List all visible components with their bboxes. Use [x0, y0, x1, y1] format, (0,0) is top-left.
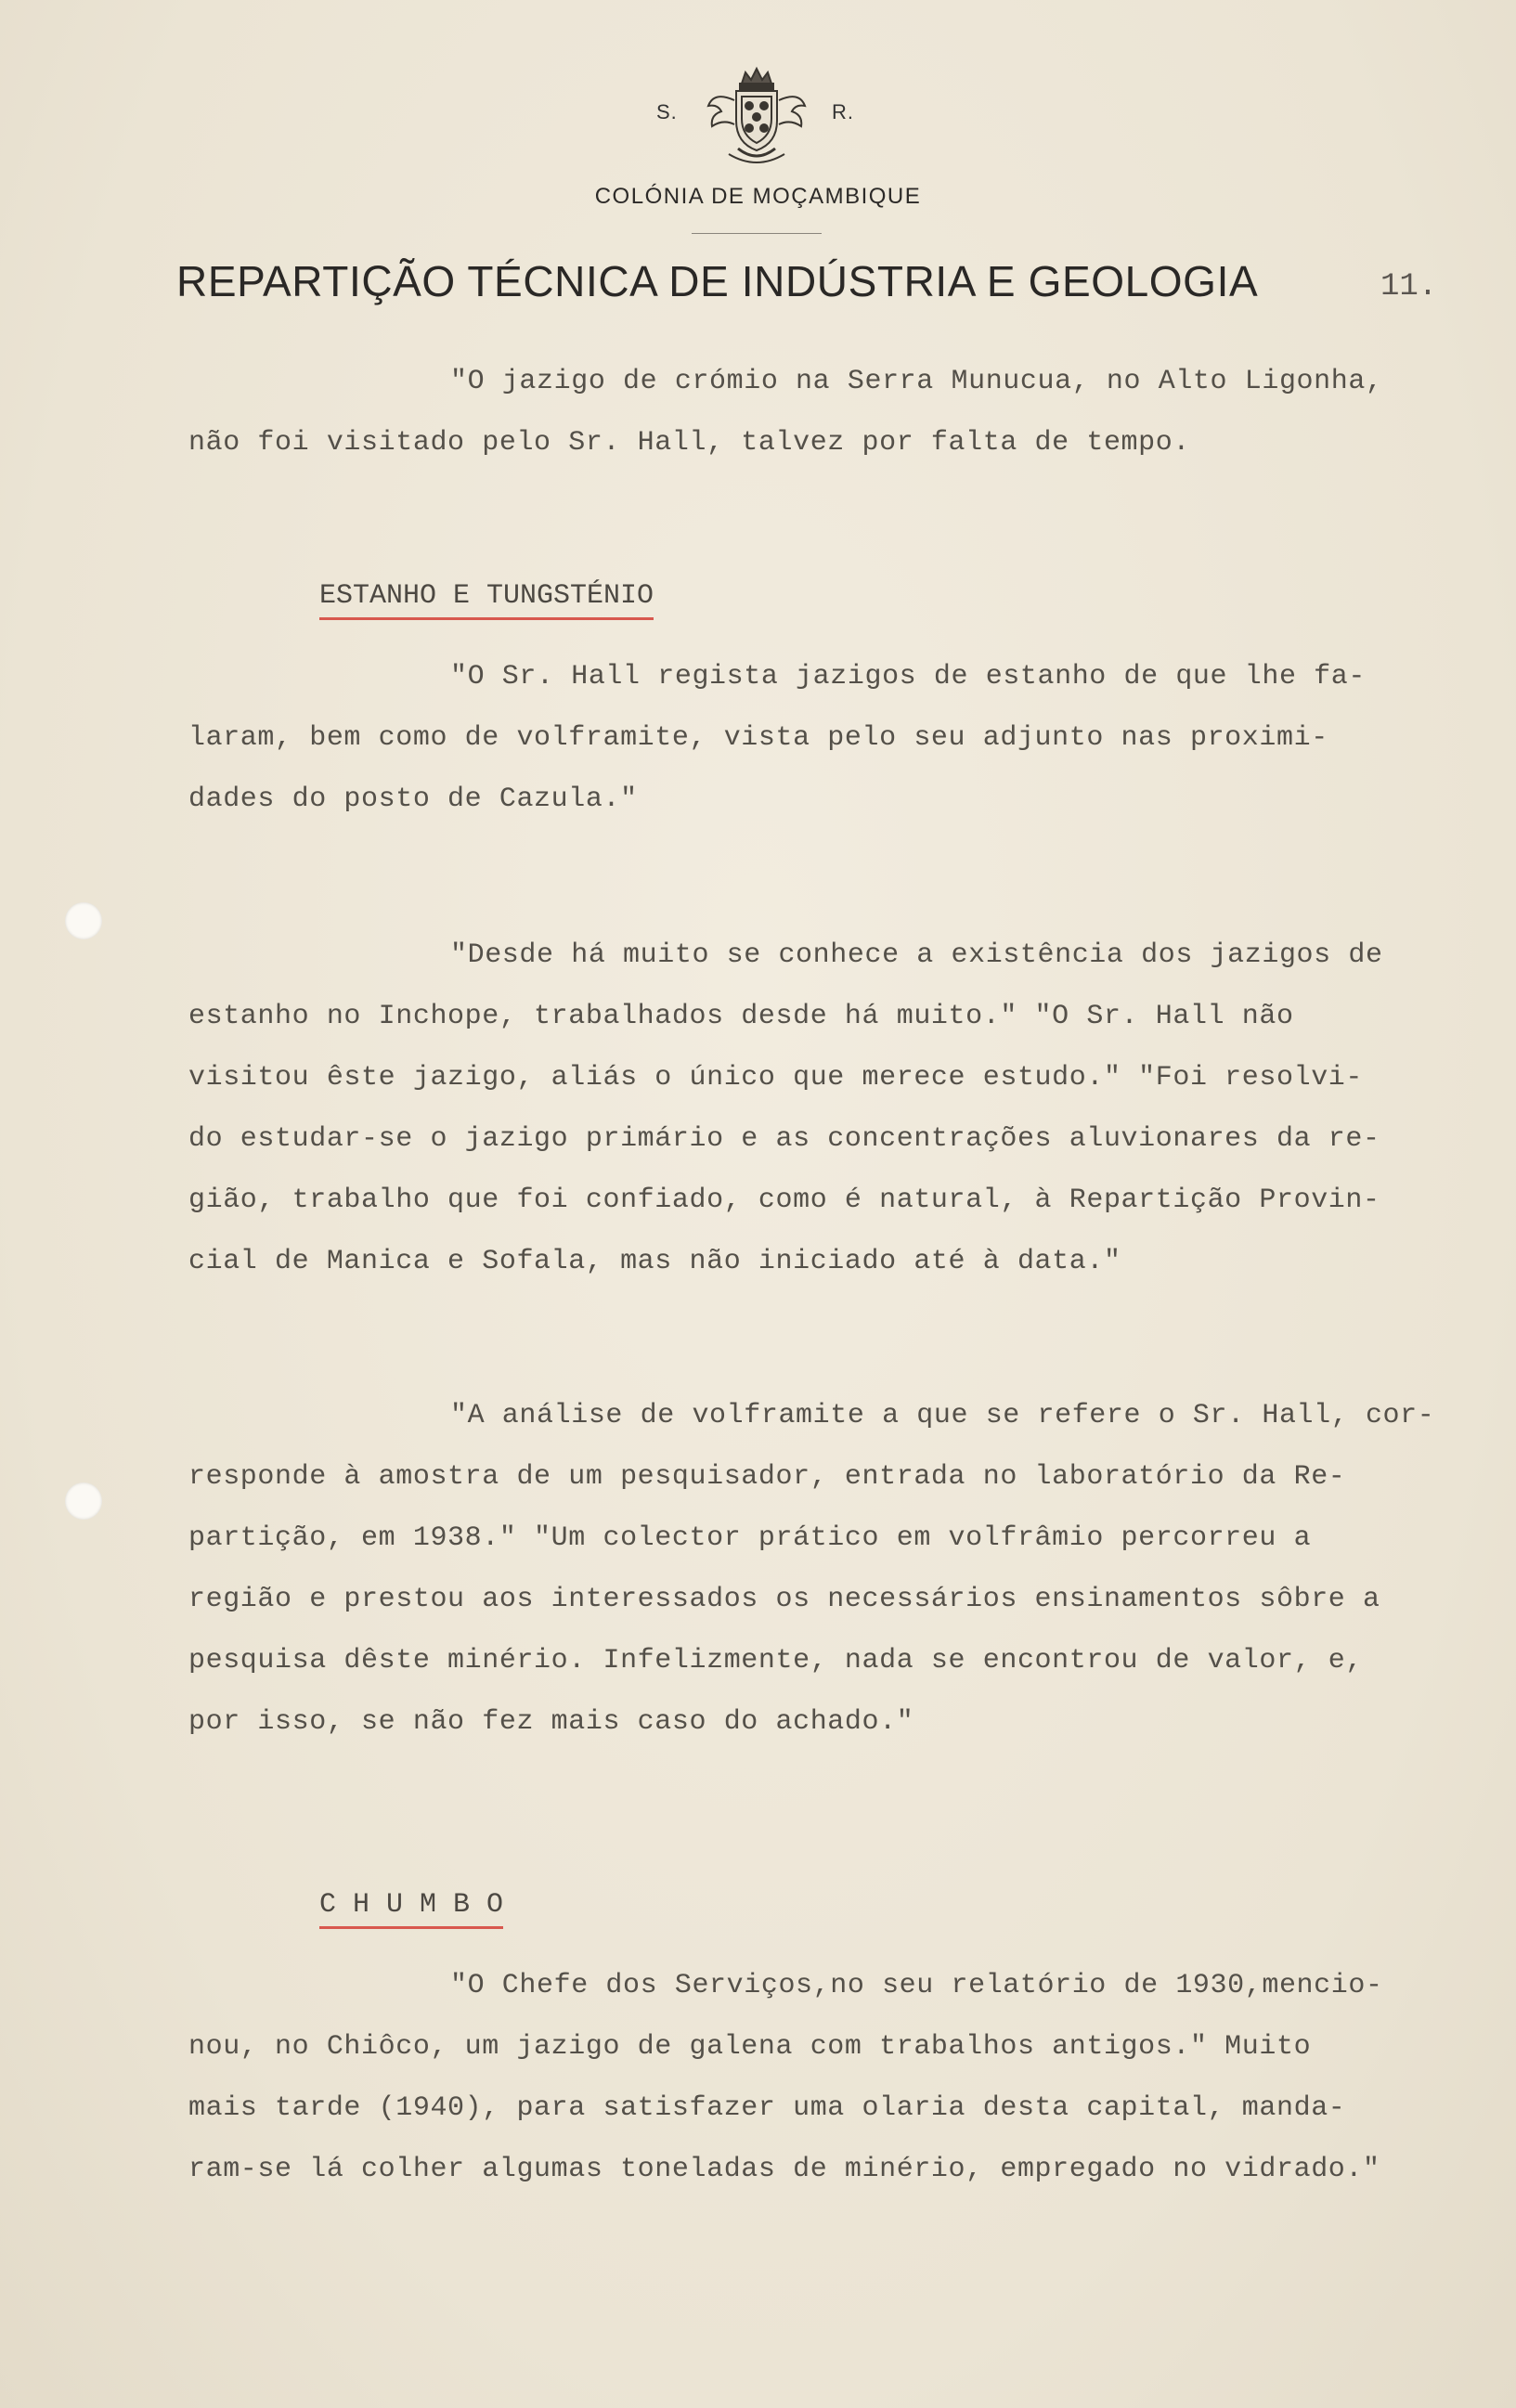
page-number: 11. — [1380, 269, 1438, 304]
text-line: "O Sr. Hall regista jazigos de estanho de que lhe fa- — [450, 661, 1366, 693]
text-line: mais tarde (1940), para satisfazer uma olaria desta capital, manda- — [188, 2092, 1346, 2124]
text-line: região e prestou aos interessados os necessários ensinamentos sôbre a — [188, 1584, 1380, 1615]
text-line: ram-se lá colher algumas toneladas de minério, empregado no vidrado." — [188, 2154, 1380, 2185]
text-line: partição, em 1938." "Um colector prático em volfrâmio percorreu a — [188, 1522, 1312, 1554]
text-line: laram, bem como de volframite, vista pelo seu adjunto nas proximi- — [188, 722, 1328, 754]
text-line: responde à amostra de um pesquisador, entrada no laboratório da Re- — [188, 1461, 1346, 1493]
text-line: por isso, se não fez mais caso do achado." — [188, 1706, 914, 1738]
colony-name: COLÓNIA DE MOÇAMBIQUE — [594, 184, 922, 209]
section-heading: ESTANHO E TUNGSTÉNIO — [319, 580, 654, 620]
text-line: cial de Manica e Sofala, mas não iniciado até à data." — [188, 1246, 1121, 1277]
left-initial: S. — [656, 100, 678, 123]
text-line: não foi visitado pelo Sr. Hall, talvez por falta de tempo. — [188, 427, 1190, 459]
text-line: estanho no Inchope, trabalhados desde há muito." "O Sr. Hall não — [188, 1001, 1294, 1032]
text-line: "Desde há muito se conhece a existência dos jazigos de — [450, 939, 1383, 971]
punch-hole — [65, 1482, 102, 1520]
text-line: "A análise de volframite a que se refere o Sr. Hall, cor- — [450, 1400, 1435, 1431]
text-line: do estudar-se o jazigo primário e as concentrações aluvionares da re- — [188, 1123, 1380, 1155]
letterhead-divider — [692, 233, 822, 234]
right-initial: R. — [832, 100, 854, 123]
section-heading: C H U M B O — [319, 1889, 503, 1929]
punch-hole — [65, 902, 102, 939]
department-title: REPARTIÇÃO TÉCNICA DE INDÚSTRIA E GEOLOGIA — [176, 257, 1259, 305]
text-line: nou, no Chiôco, um jazigo de galena com trabalhos antigos." Muito — [188, 2031, 1312, 2063]
text-line: pesquisa dêste minério. Infelizmente, nada se encontrou de valor, e, — [188, 1645, 1363, 1677]
text-line: "O jazigo de crómio na Serra Munucua, no Alto Ligonha, — [450, 366, 1383, 397]
text-line: dades do posto de Cazula." — [188, 783, 638, 815]
coat-of-arms-icon — [701, 63, 812, 173]
text-line: "O Chefe dos Serviços,no seu relatório de 1930,mencio- — [450, 1970, 1383, 2001]
text-line: visitou êste jazigo, aliás o único que merece estudo." "Foi resolvi- — [188, 1062, 1363, 1094]
text-line: gião, trabalho que foi confiado, como é natural, à Repartição Provin- — [188, 1185, 1380, 1216]
